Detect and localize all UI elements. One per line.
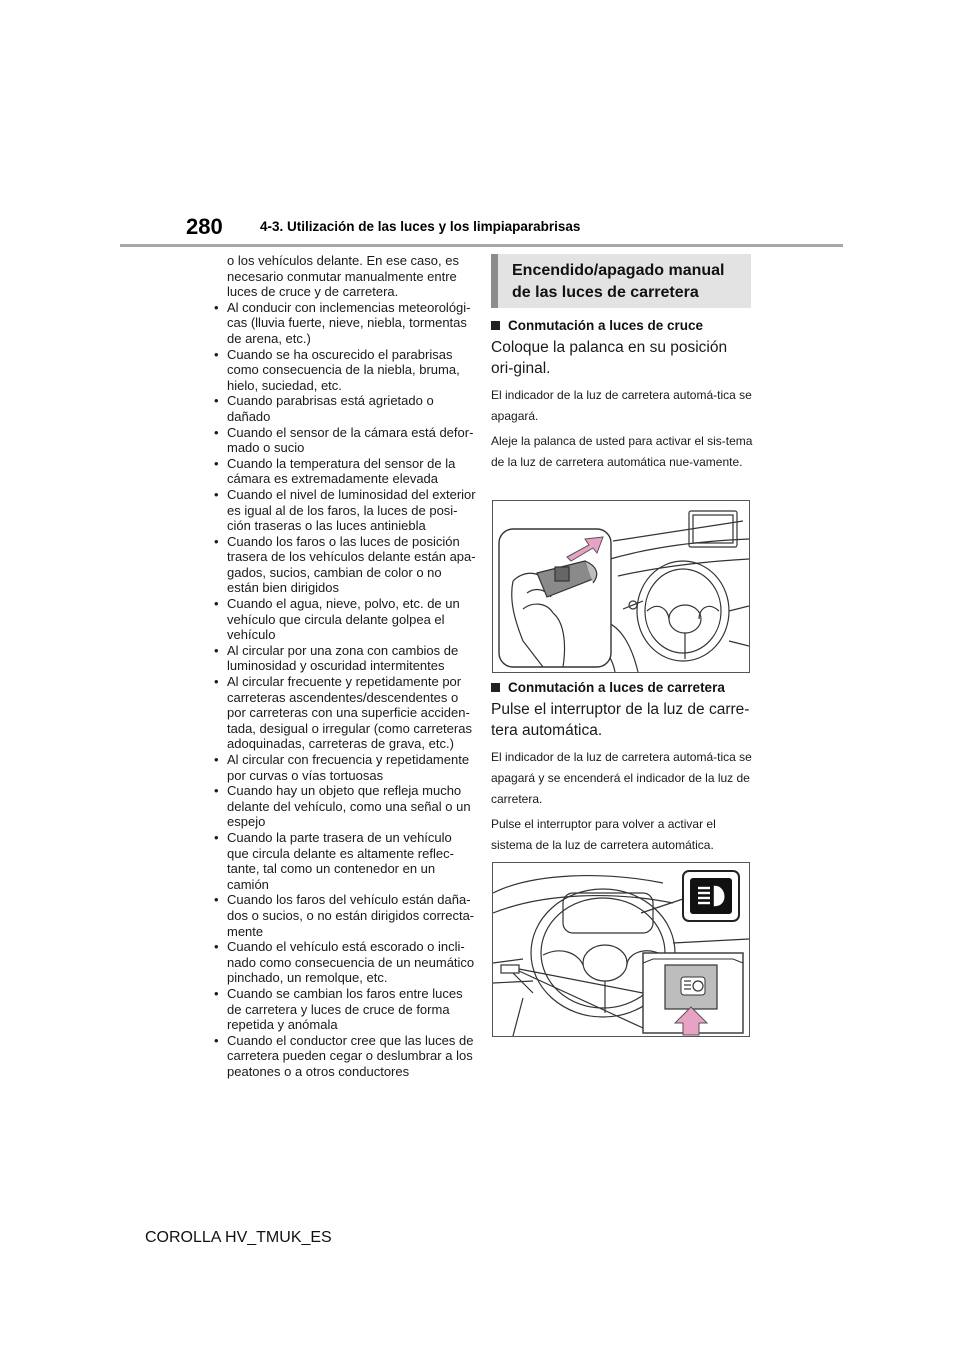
square-bullet-icon <box>491 683 500 692</box>
square-bullet-icon <box>491 321 500 330</box>
list-item: • Cuando los faros del vehículo están daña-dos o sucios, o no están dirigidos correcta-mente <box>214 892 476 939</box>
low-beam-instruction: Coloque la palanca en su posición ori-ginal. <box>491 339 728 377</box>
section-heading: Encendido/apagado manual de las luces de carretera <box>491 254 751 308</box>
list-item: • Cuando se ha oscurecido el parabrisas como consecuencia de la niebla, bruma, hielo, suciedad, etc. <box>214 347 476 394</box>
header-divider <box>120 244 843 247</box>
lever-illustration <box>492 500 750 673</box>
high-beam-instruction: Pulse el interruptor de la luz de carre-tera automática. <box>491 701 750 739</box>
list-item: • Cuando el nivel de luminosidad del exterior es igual al de los faros, la luces de posi-ción traseras o las luces antiniebla <box>214 487 476 534</box>
list-item: • Cuando el conductor cree que las luces de carretera pueden cegar o deslumbrar a los peatones o a otros conductores <box>214 1033 476 1080</box>
conditions-list <box>214 300 476 1080</box>
right-column <box>491 254 751 308</box>
list-item: • Cuando la temperatura del sensor de la cámara es extremadamente elevada <box>214 456 476 487</box>
low-beam-title-text: Conmutación a luces de cruce <box>508 318 704 333</box>
left-column <box>214 253 476 1079</box>
list-item: • Cuando el vehículo está escorado o incli-nado como consecuencia de un neumático pinchado, un remolque, etc. <box>214 939 476 986</box>
list-item: • Cuando el sensor de la cámara está defor-mado o sucio <box>214 425 476 456</box>
list-item: • Al circular por una zona con cambios de luminosidad y oscuridad intermitentes <box>214 643 476 674</box>
list-item: • Cuando se cambian los faros entre luces de carretera y luces de cruce de forma repetida y anómala <box>214 986 476 1033</box>
low-beam-title <box>491 318 753 333</box>
list-item: • Cuando hay un objeto que refleja mucho delante del vehículo, como una señal o un espejo <box>214 783 476 830</box>
lever-drawing <box>493 501 749 672</box>
low-beam-note-2: Aleje la palanca de usted para activar el sis-tema de la luz de carretera automática nue-vamente. <box>491 434 753 469</box>
list-item: • Cuando parabrisas está agrietado o dañado <box>214 393 476 424</box>
switch-drawing <box>493 863 749 1036</box>
high-beam-note-2: Pulse el interruptor para volver a activar el sistema de la luz de carretera automática. <box>491 817 716 852</box>
list-item: • Cuando los faros o las luces de posición trasera de los vehículos delante están apa-gados, sucios, cambian de color o no están bien dirigidos <box>214 534 476 596</box>
low-beam-note-1: El indicador de la luz de carretera automá-tica se apagará. <box>491 388 752 423</box>
list-item: • Al conducir con inclemencias meteorológi-cas (lluvia fuerte, nieve, niebla, tormentas de arena, etc.) <box>214 300 476 347</box>
high-beam-section <box>491 680 753 856</box>
list-item: • Cuando la parte trasera de un vehículo que circula delante es altamente reflec-tante, tal como un contenedor en un camión <box>214 830 476 892</box>
list-item: • Al circular frecuente y repetidamente por carreteras ascendentes/descendentes o por carreteras con una superficie acciden-tada, desigual o irregular (como carreteras adoquinadas, carreteras de grava, etc.) <box>214 674 476 752</box>
low-beam-section <box>491 318 753 473</box>
list-item: • Al circular con frecuencia y repetidamente por curvas o vías tortuosas <box>214 752 476 783</box>
lead-paragraph: o los vehículos delante. En ese caso, es necesario conmutar manualmente entre luces de cruce y de carretera. <box>227 253 459 300</box>
list-item: • Cuando el agua, nieve, polvo, etc. de un vehículo que circula delante golpea el vehículo <box>214 596 476 643</box>
document-code: COROLLA HV_TMUK_ES <box>145 1229 332 1246</box>
switch-illustration <box>492 862 750 1037</box>
page-number: 280 <box>186 214 223 239</box>
high-beam-note-1: El indicador de la luz de carretera automá-tica se apagará y se encenderá el indicador de la luz de carretera. <box>491 750 752 806</box>
section-title: 4-3. Utilización de las luces y los limpiaparabrisas <box>260 219 581 234</box>
high-beam-title-text: Conmutación a luces de carretera <box>508 680 725 695</box>
high-beam-title <box>491 680 753 695</box>
